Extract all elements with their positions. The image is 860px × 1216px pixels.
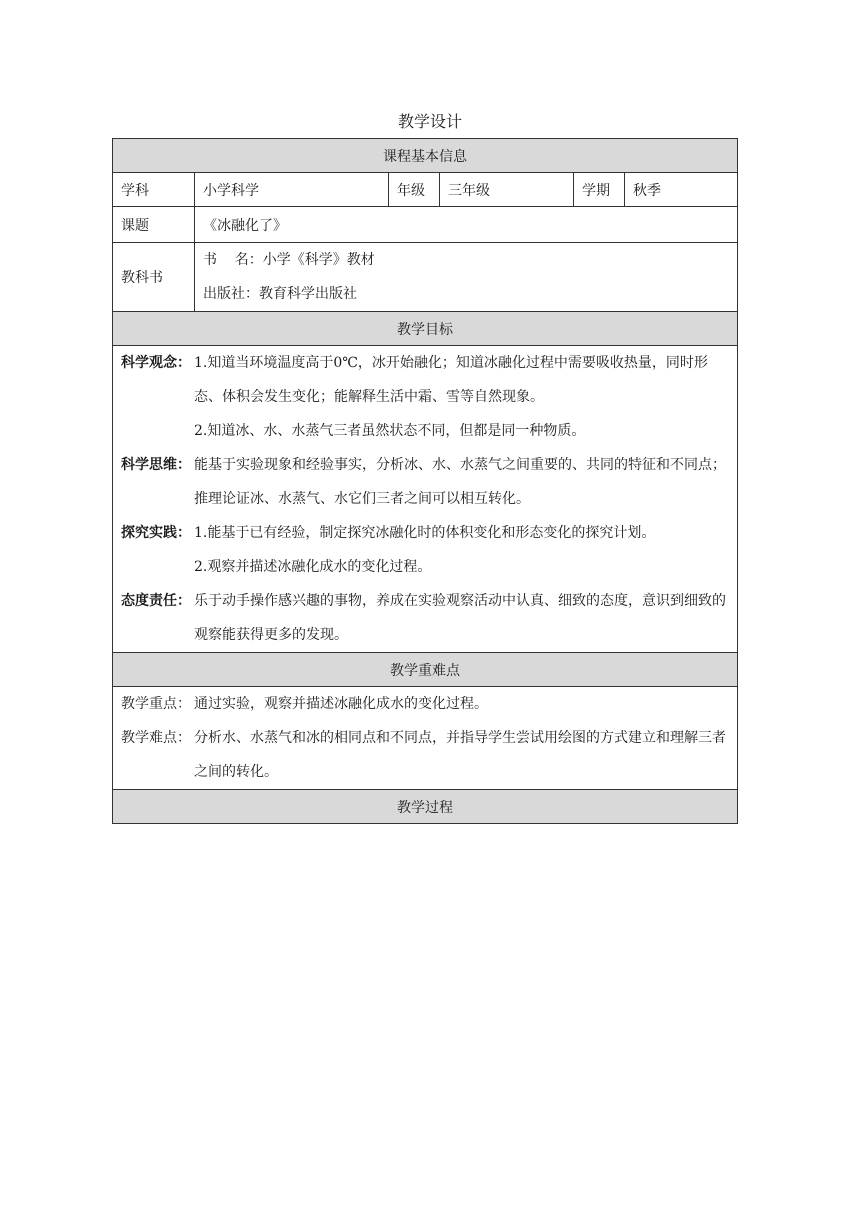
textbook-name: 书 名：小学《科学》教材: [203, 252, 375, 268]
topic-label: 课题: [113, 207, 195, 243]
term-label: 学期: [574, 173, 625, 207]
objective-label: 科学观念：: [121, 355, 191, 371]
section-title: 教学目标: [113, 312, 738, 346]
objective-thinking: [121, 448, 729, 516]
subject-label: 学科: [113, 173, 195, 207]
textbook-label: 教科书: [113, 243, 195, 312]
term-value: 秋季: [625, 173, 738, 207]
key-point-text: 通过实验，观察并描述冰融化成水的变化过程。: [194, 696, 488, 712]
section-title: 教学过程: [113, 790, 738, 824]
section-header-process: [113, 790, 738, 824]
section-title: 教学重难点: [113, 653, 738, 687]
objective-text: 2.观察并描述冰融化成水的变化过程。: [194, 559, 432, 575]
objective-label: 探究实践：: [121, 525, 191, 541]
grade-label: 年级: [389, 173, 440, 207]
section-header-objectives: [113, 312, 738, 346]
key-point: [121, 687, 729, 721]
section-header-basic-info: [113, 139, 738, 173]
key-points-cell: [113, 687, 738, 790]
objective-practice: [121, 516, 729, 550]
difficult-point-label: 教学难点：: [121, 730, 191, 746]
difficult-point-text: 分析水、水蒸气和冰的相同点和不同点，并指导学生尝试用绘图的方式建立和理解三者之间的转化。: [194, 730, 726, 780]
objective-text: 能基于实验现象和经验事实，分析冰、水、水蒸气之间重要的、共同的特征和不同点；推理论证冰、水蒸气、水它们三者之间可以相互转化。: [194, 457, 726, 507]
grade-value: 三年级: [440, 173, 574, 207]
table-row: [113, 173, 738, 207]
table-row: [113, 207, 738, 243]
objective-concept-2: [121, 414, 729, 448]
textbook-info: [195, 243, 738, 312]
objective-concept: [121, 346, 729, 414]
objective-text: 2.知道冰、水、水蒸气三者虽然状态不同，但都是同一种物质。: [194, 423, 586, 439]
section-header-key-points: [113, 653, 738, 687]
objective-attitude: [121, 584, 729, 652]
table-row: [113, 243, 738, 312]
objective-text: 1.知道当环境温度高于0℃，冰开始融化；知道冰融化过程中需要吸收热量，同时形态、体积会发生变化；能解释生活中霜、雪等自然现象。: [194, 355, 708, 405]
objective-text: 乐于动手操作感兴趣的事物，养成在实验观察活动中认真、细致的态度，意识到细致的观察能获得更多的发现。: [194, 593, 726, 643]
table-row: [113, 346, 738, 653]
objective-label: 科学思维：: [121, 457, 191, 473]
topic-value: 《冰融化了》: [195, 207, 738, 243]
objective-text: 1.能基于已有经验，制定探究冰融化时的体积变化和形态变化的探究计划。: [194, 525, 656, 541]
document-title: 教学设计: [397, 112, 462, 131]
objective-label: 态度责任：: [121, 593, 191, 609]
lesson-plan-table: [112, 138, 738, 824]
difficult-point: [121, 721, 729, 789]
objective-practice-2: [121, 550, 729, 584]
textbook-publisher: 出版社：教育科学出版社: [203, 286, 357, 302]
objectives-cell: [113, 346, 738, 653]
section-title: 课程基本信息: [113, 139, 738, 173]
table-row: [113, 687, 738, 790]
subject-value: 小学科学: [195, 173, 389, 207]
key-point-label: 教学重点：: [121, 696, 191, 712]
